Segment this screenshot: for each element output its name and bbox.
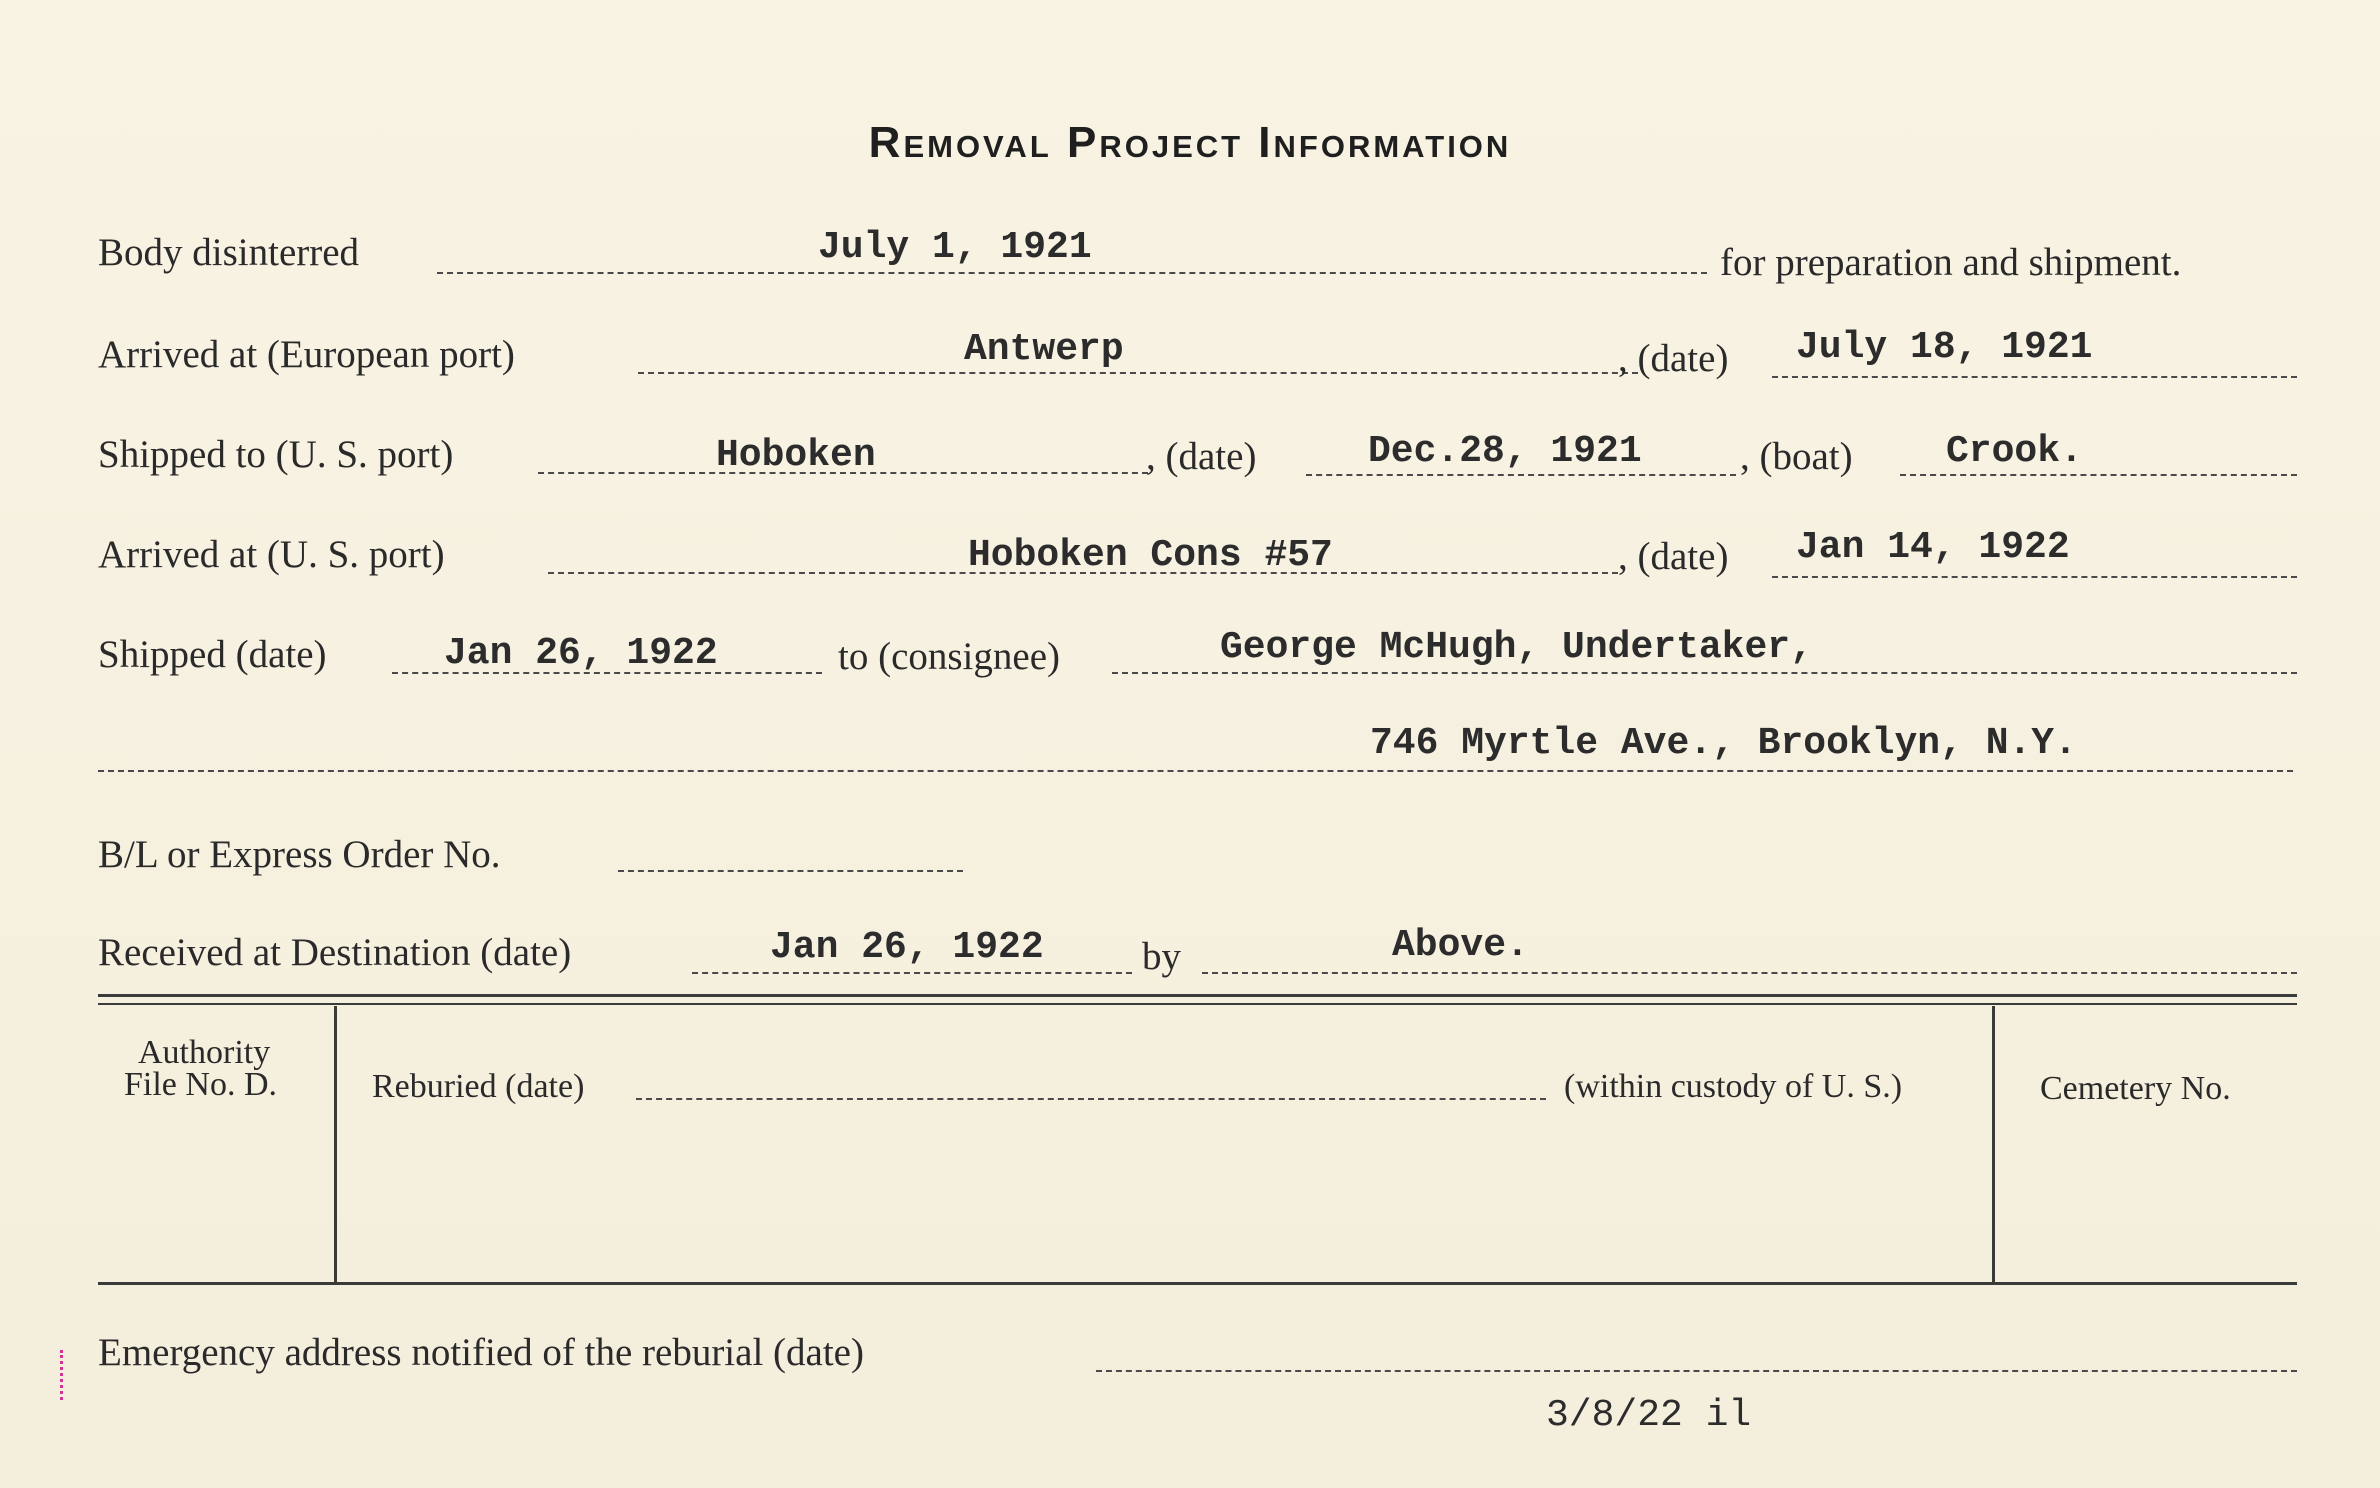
section-rule-top-2 [98,1003,2297,1005]
us-port-shipped-value: Hoboken [716,434,876,477]
us-port-shipped-date-label: , (date) [1146,435,1257,478]
consignee-line [1112,672,2297,674]
address-line [98,770,2293,772]
disinterred-line [437,272,1707,274]
us-port-arrived-value: Hoboken Cons #57 [968,534,1333,577]
received-date-line [692,972,1132,974]
disinterred-suffix: for preparation and shipment. [1720,241,2182,284]
received-label: Received at Destination (date) [98,931,572,974]
received-by-value: Above. [1392,924,1529,967]
reburied-line [636,1098,1546,1100]
bl-line [618,870,963,872]
disinterred-date: July 1, 1921 [818,226,1092,269]
card-title: Removal Project Information [868,118,1512,167]
emergency-line [1096,1370,2297,1372]
european-date-label: , (date) [1618,337,1729,380]
european-port-value: Antwerp [964,328,1124,371]
european-date-value: July 18, 1921 [1796,326,2093,369]
box-divider-left [334,1006,337,1282]
box-divider-right [1992,1006,1995,1282]
us-port-arrived-date-line [1772,576,2297,578]
european-port-line [638,372,1638,374]
us-port-arrived-date-label: , (date) [1618,535,1729,578]
authority-label-line2: File No. D. [124,1066,277,1103]
us-port-arrived-date: Jan 14, 1922 [1796,526,2070,569]
cemetery-label: Cemetery No. [2040,1070,2231,1107]
consignee-label: to (consignee) [838,635,1061,678]
us-port-shipped-date: Dec.28, 1921 [1368,430,1642,473]
boat-line [1900,474,2297,476]
reburied-label: Reburied (date) [372,1068,585,1105]
emergency-stamp: 3/8/22 il [1546,1394,1752,1437]
european-date-line [1772,376,2297,378]
boat-label: , (boat) [1740,435,1853,478]
section-rule-top [98,994,2297,997]
bl-label: B/L or Express Order No. [98,833,501,876]
us-port-shipped-label: Shipped to (U. S. port) [98,433,454,476]
pink-mark [60,1350,63,1400]
shipped-date-value: Jan 26, 1922 [444,632,718,675]
us-port-shipped-date-line [1306,474,1736,476]
received-date: Jan 26, 1922 [770,926,1044,969]
boat-value: Crook. [1946,430,2083,473]
emergency-label: Emergency address notified of the reburial (date) [98,1331,864,1374]
consignee-value: George McHugh, Undertaker, [1220,626,1813,669]
custody-label: (within custody of U. S.) [1564,1068,1903,1105]
section-rule-bottom [98,1282,2297,1285]
received-by-line [1202,972,2297,974]
consignee-address: 746 Myrtle Ave., Brooklyn, N.Y. [1370,722,2077,765]
shipped-date-label: Shipped (date) [98,633,327,676]
us-port-arrived-label: Arrived at (U. S. port) [98,533,445,576]
disinterred-label: Body disinterred [98,231,360,274]
authority-label-line1: Authority [138,1034,271,1071]
european-port-label: Arrived at (European port) [98,333,515,376]
received-by-label: by [1142,935,1181,978]
